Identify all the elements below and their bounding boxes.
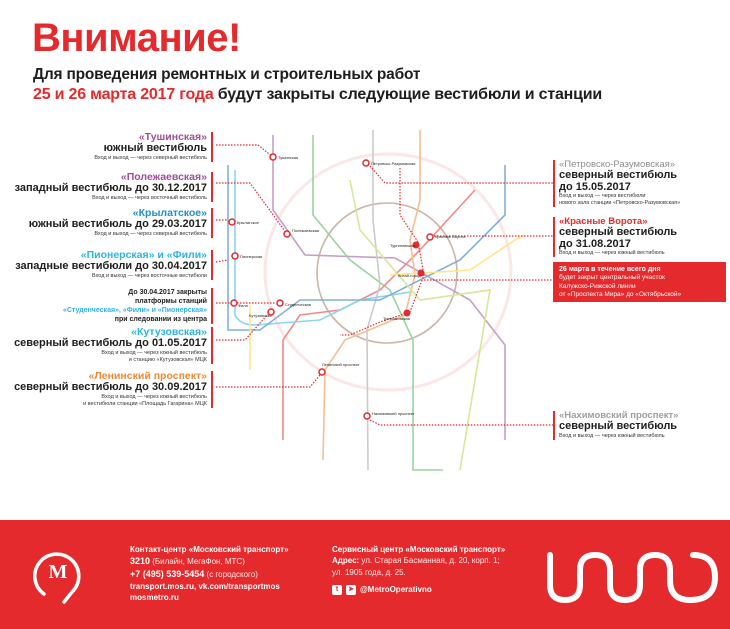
station-marker — [231, 300, 237, 306]
closure-note: Вход и выход — через южный вестибюль — [101, 393, 207, 400]
station-marker — [319, 369, 325, 375]
mosmetro-link[interactable]: mosmetro.ru — [130, 593, 179, 603]
map-label: Пионерская — [240, 254, 263, 259]
metro-logo-icon — [32, 542, 84, 604]
address-label: Адрес: — [332, 556, 360, 566]
alert-title: 26 марта в течение всего дня — [559, 266, 661, 273]
notice-tushinskaya — [94, 132, 213, 162]
address: ул. Старая Басманная, д. 20, корп. 1; — [359, 556, 500, 566]
station-name: «Кутузовская» — [131, 326, 207, 338]
notice-leninsky — [14, 371, 213, 408]
station-marker — [427, 234, 433, 240]
notice-platforms — [63, 288, 213, 324]
contact-center — [130, 544, 289, 604]
map-label: Фили — [238, 303, 248, 308]
station-name: «Студенческая», «Фили» и «Пионерская» — [62, 307, 207, 315]
mcc-ring — [265, 154, 511, 390]
closure-dates: 25 и 26 марта 2017 года — [33, 86, 214, 103]
map-label: Красные Ворота — [435, 234, 466, 239]
footer — [0, 520, 730, 629]
map-label: Студенческая — [285, 302, 311, 307]
decorative-wave-logo-icon — [545, 545, 725, 605]
station-marker — [270, 154, 276, 160]
address-2: ул. 1905 года, д. 25. — [332, 567, 406, 577]
closure-text: северный вестибюль — [559, 225, 678, 238]
closure-text: южный вестибюль — [103, 142, 207, 155]
closure-note: Вход и выход — через северный вестибюль — [94, 230, 207, 237]
phone-note: (с городского) — [204, 570, 258, 580]
station-name: «Петровско-Разумовская» — [559, 159, 676, 170]
closure-note: Вход и выход — через южный вестибюль — [101, 349, 207, 356]
closure-note: нового зала станции «Петровско-Разумовская» — [559, 200, 681, 207]
phone-number: +7 (495) 539-5454 — [130, 569, 205, 580]
logo-letter: М — [48, 561, 68, 583]
alert-box — [553, 262, 726, 302]
map-label: Китай-город — [398, 273, 421, 278]
closure-date: до 15.05.2017 — [559, 180, 631, 193]
closure-text: при следовании из центра — [114, 316, 207, 324]
map-label: Тушинская — [278, 155, 299, 160]
station-name: «Крылатское» — [132, 207, 207, 219]
page-title: Внимание! — [32, 16, 241, 60]
closure-note: Вход и выход — через северный вестибюль — [94, 154, 207, 161]
closure-date: до 31.08.2017 — [559, 237, 631, 250]
telegram-icon[interactable]: ➤ — [346, 585, 356, 595]
alert-text: будет закрыт центральный участок — [559, 274, 665, 282]
notice-kutuzovskaya — [14, 327, 213, 364]
line-zamoskvoretskaya — [313, 135, 443, 470]
website-links[interactable]: transport.mos.ru, vk.com/transportmos — [130, 581, 280, 591]
notice-nakhimovsky — [553, 411, 678, 440]
station-name: «Ленинский проспект» — [88, 370, 207, 382]
station-name: «Пионерская» и «Фили» — [80, 249, 207, 261]
contact-title: Контакт-центр «Московский транспорт» — [130, 545, 289, 554]
station-marker — [277, 300, 283, 306]
line-lyublinskaya — [350, 180, 490, 470]
closure-note: Вход и выход — через южный вестибюль — [559, 250, 665, 257]
closure-note: и вестибюли станции «Площадь Гагарина» МЦК — [83, 400, 207, 407]
map-label: Тургеневская — [390, 243, 415, 248]
closure-text: южный вестибюль до 29.03.2017 — [28, 218, 207, 231]
station-name: «Красные Ворота» — [559, 216, 648, 227]
closure-text: платформы станций — [135, 298, 207, 306]
notice-pionerskaya-fili — [15, 250, 213, 280]
alert-text: Калужско-Рижской линии — [559, 282, 636, 290]
closure-note: Вход и выход — через восточные вестибюли — [91, 272, 207, 279]
twitter-icon[interactable]: t — [332, 585, 342, 595]
alert-text: от «Проспекта Мира» до «Октябрьской» — [559, 291, 682, 299]
closure-text: северный вестибюль до 30.09.2017 — [14, 381, 207, 394]
subtitle-rest: будут закрыты следующие вестибюли и станции — [213, 86, 603, 103]
notice-polezhaevskaya — [15, 172, 213, 202]
closure-text: северный вестибюль — [559, 419, 678, 432]
closure-note: Вход и выход — через южный вестибюль — [559, 432, 665, 439]
map-label: Ленинский проспект — [322, 362, 360, 367]
closure-text: До 30.04.2017 закрыты — [128, 289, 207, 296]
closure-note: и станцию «Кутузовская» МЦК — [128, 356, 207, 363]
closure-text: западный вестибюль до 30.12.2017 — [14, 182, 207, 195]
short-note: (Билайн, МегаФон, МТС) — [150, 557, 245, 567]
station-name: «Тушинская» — [138, 131, 207, 143]
social-handle[interactable]: @MetroOperativno — [360, 585, 432, 595]
notice-petrovsko — [553, 160, 680, 207]
station-marker — [229, 219, 235, 225]
service-title: Сервисный центр «Московский транспорт» — [332, 545, 506, 554]
closure-text: северный вестибюль — [559, 168, 678, 181]
station-name: «Нахимовский проспект» — [559, 410, 679, 421]
map-label: Полежаевская — [292, 228, 319, 233]
short-number: 3210 — [130, 556, 151, 567]
social-links — [332, 584, 505, 595]
map-label: Крылатское — [237, 220, 259, 225]
station-marker — [364, 413, 370, 419]
service-center — [332, 544, 505, 595]
closure-note: Вход и выход — через вестибюли — [559, 193, 646, 200]
closure-text: северный вестибюль до 01.05.2017 — [14, 337, 207, 350]
map-label: Третьяковская — [383, 316, 410, 321]
map-label: Петровско-Разумовская — [371, 161, 416, 166]
notice-krylatskoe — [29, 208, 213, 238]
station-name: «Полежаевская» — [120, 171, 207, 183]
closure-note: Вход и выход — через восточный вестибюль — [92, 194, 207, 201]
station-marker — [363, 160, 369, 166]
map-label: Кутузовская — [249, 313, 272, 318]
subtitle-line-1: Для проведения ремонтных и строительных работ — [33, 66, 421, 83]
station-marker — [284, 231, 290, 237]
map-label: Нахимовский проспект — [372, 411, 415, 416]
notice-krasnye-vorota — [553, 217, 677, 257]
closure-text: западные вестибюли до 30.04.2017 — [15, 260, 207, 273]
station-marker — [232, 253, 238, 259]
